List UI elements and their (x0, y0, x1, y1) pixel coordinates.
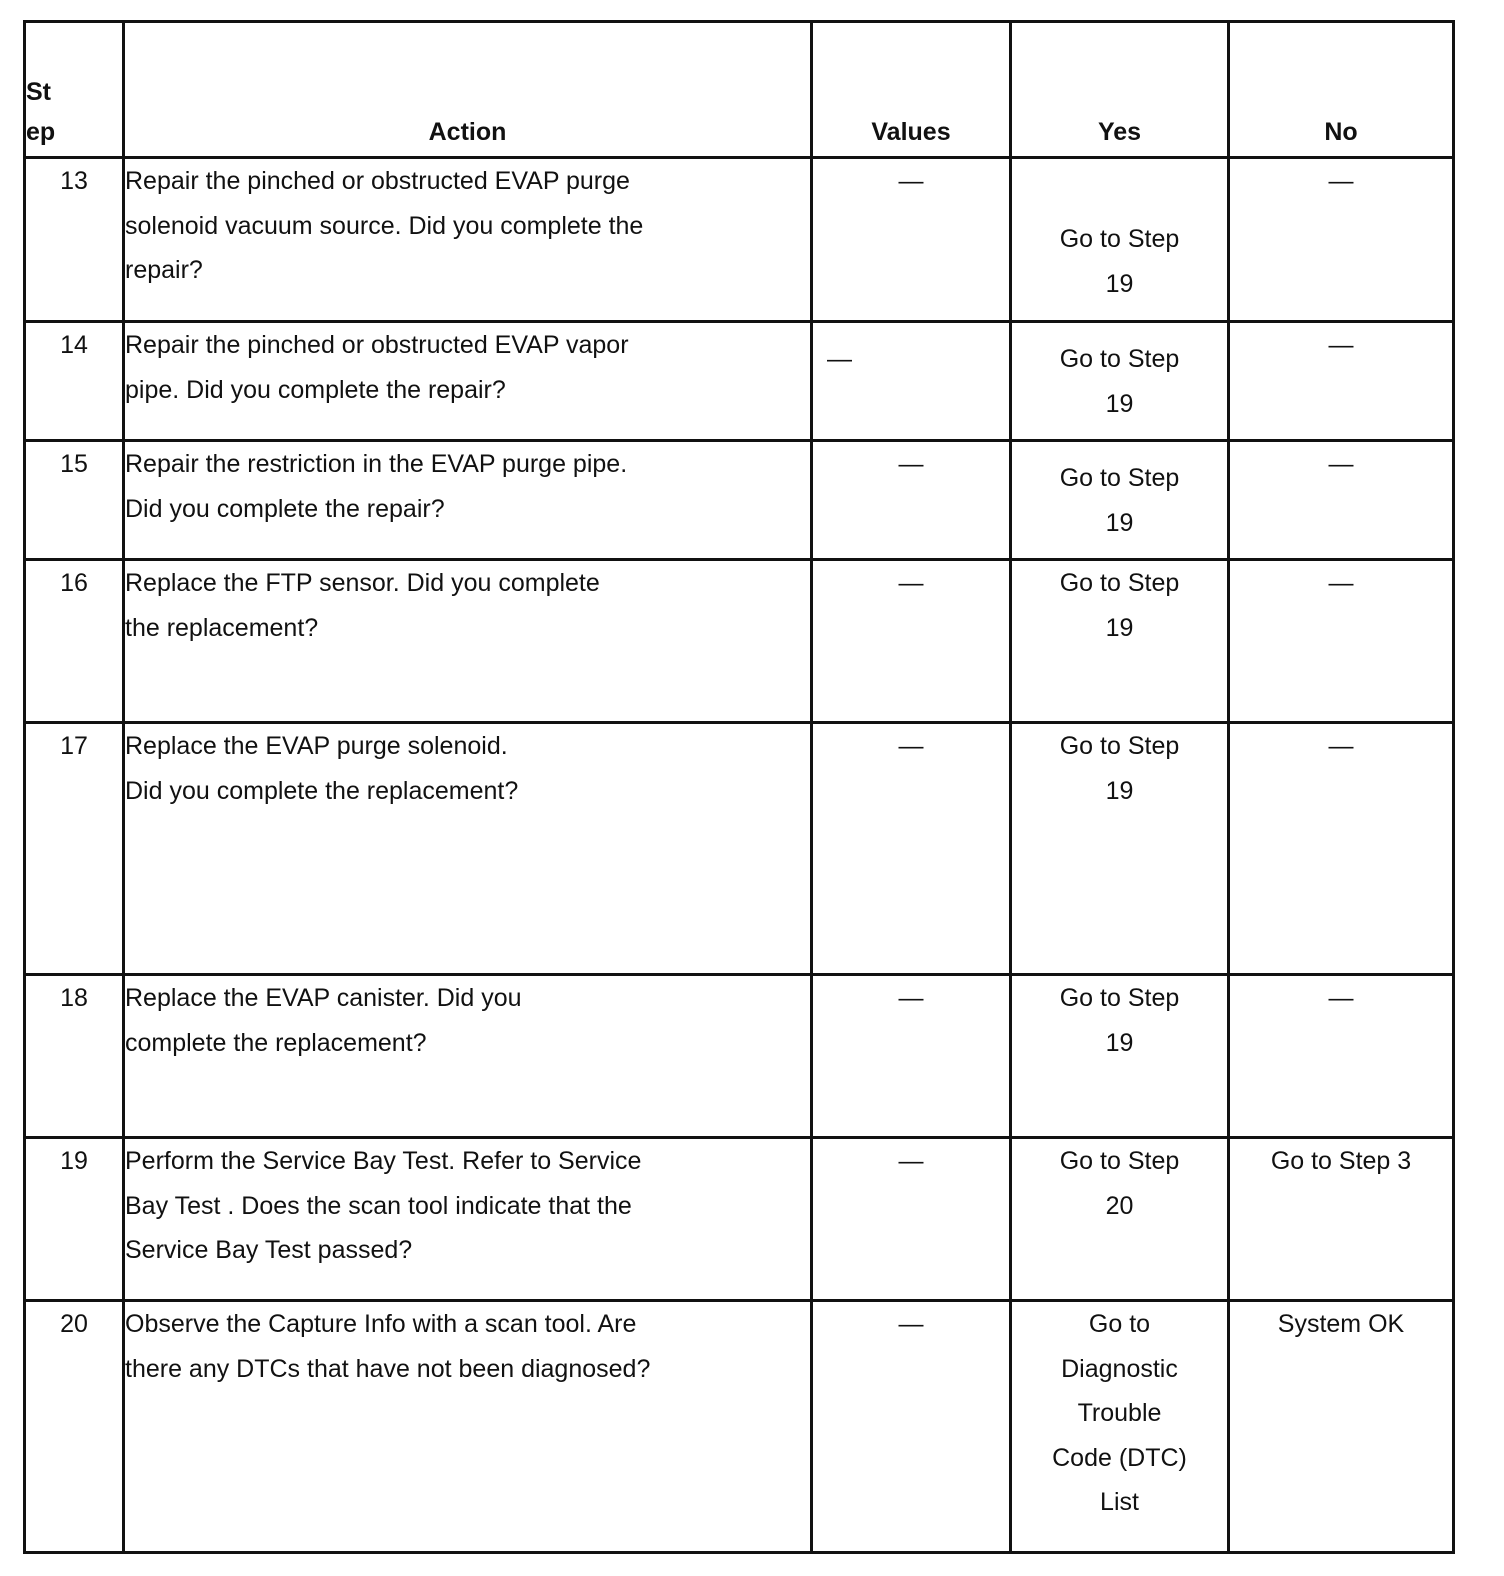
header-step-line2: ep (26, 118, 56, 146)
yes-cell (1011, 1138, 1229, 1301)
yes-cell (1011, 975, 1229, 1138)
step-number: 13 (25, 158, 124, 322)
action-line: repair? (125, 256, 203, 284)
table-row (25, 322, 1454, 441)
yes-cell (1011, 560, 1229, 723)
yes-cell (1011, 158, 1229, 322)
yes-line: 19 (1105, 776, 1134, 805)
action-line: Perform the Service Bay Test. Refer to Service (125, 1147, 642, 1175)
yes-line: 19 (1105, 269, 1134, 298)
yes-cell (1011, 1301, 1229, 1553)
header-values: Values (812, 22, 1011, 158)
yes-line: 19 (1105, 613, 1134, 642)
table-row (25, 1138, 1454, 1301)
yes-line: Trouble (1077, 1399, 1162, 1427)
step-number: 19 (25, 1138, 124, 1301)
no-cell: — (1229, 975, 1454, 1138)
no-cell: — (1229, 560, 1454, 723)
header-action: Action (124, 22, 812, 158)
yes-line: Go to (1088, 1310, 1151, 1338)
action-line: there any DTCs that have not been diagnosed? (125, 1354, 651, 1383)
action-cell (124, 560, 812, 723)
table-row (25, 1301, 1454, 1553)
action-line: solenoid vacuum source. Did you complete the (125, 211, 644, 240)
action-cell (124, 1138, 812, 1301)
yes-line: 19 (1105, 508, 1134, 537)
step-number: 17 (25, 723, 124, 975)
table-row (25, 441, 1454, 560)
action-line: Repair the pinched or obstructed EVAP vapor (125, 331, 629, 359)
action-cell (124, 322, 812, 441)
yes-line: Code (DTC) (1052, 1443, 1187, 1472)
step-number: 20 (25, 1301, 124, 1553)
yes-line: 19 (1105, 389, 1134, 418)
header-row (25, 22, 1454, 158)
values-cell: — (812, 723, 1011, 975)
action-cell (124, 1301, 812, 1553)
yes-line: 20 (1105, 1191, 1134, 1220)
action-line: Replace the EVAP canister. Did you (125, 984, 522, 1012)
action-line: Replace the EVAP purge solenoid. (125, 732, 508, 760)
action-line: Replace the FTP sensor. Did you complete (125, 569, 600, 597)
action-cell (124, 158, 812, 322)
action-line: Repair the pinched or obstructed EVAP purge (125, 167, 630, 195)
action-line: Repair the restriction in the EVAP purge pipe. (125, 450, 628, 478)
action-cell (124, 723, 812, 975)
no-cell: — (1229, 322, 1454, 441)
action-line: the replacement? (125, 613, 319, 642)
action-cell (124, 975, 812, 1138)
yes-line: Go to Step (1059, 345, 1180, 373)
yes-line: 19 (1105, 1028, 1134, 1057)
header-step (25, 22, 124, 158)
action-line: pipe. Did you complete the repair? (125, 375, 506, 404)
yes-cell (1011, 723, 1229, 975)
action-line: Observe the Capture Info with a scan tool. Are (125, 1310, 637, 1338)
no-cell: — (1229, 441, 1454, 560)
yes-line: Go to Step (1059, 464, 1180, 492)
step-number: 16 (25, 560, 124, 723)
no-cell: Go to Step 3 (1229, 1138, 1454, 1301)
header-yes: Yes (1011, 22, 1229, 158)
values-cell: — (812, 560, 1011, 723)
yes-line: Go to Step (1059, 732, 1180, 760)
header-step-line1: St (26, 78, 51, 106)
yes-line: Go to Step (1059, 225, 1180, 253)
values-cell: — (812, 1301, 1011, 1553)
no-cell: — (1229, 158, 1454, 322)
header-no: No (1229, 22, 1454, 158)
yes-cell (1011, 441, 1229, 560)
step-number: 15 (25, 441, 124, 560)
table-row (25, 975, 1454, 1138)
yes-cell (1011, 322, 1229, 441)
action-line: complete the replacement? (125, 1028, 427, 1057)
action-line: Did you complete the replacement? (125, 776, 519, 805)
values-cell: — (812, 975, 1011, 1138)
yes-line: Go to Step (1059, 569, 1180, 597)
yes-line: Diagnostic (1061, 1354, 1178, 1383)
yes-line: List (1100, 1488, 1139, 1516)
no-cell: System OK (1229, 1301, 1454, 1553)
action-line: Bay Test . Does the scan tool indicate that the (125, 1191, 632, 1220)
table-row (25, 723, 1454, 975)
values-cell: — (812, 1138, 1011, 1301)
step-number: 18 (25, 975, 124, 1138)
values-cell: — (812, 441, 1011, 560)
table-row (25, 158, 1454, 322)
yes-line: Go to Step (1059, 1147, 1180, 1175)
action-line: Did you complete the repair? (125, 494, 445, 523)
action-cell (124, 441, 812, 560)
diagnostic-table (23, 20, 1455, 1554)
no-cell: — (1229, 723, 1454, 975)
table-row (25, 560, 1454, 723)
values-cell: — (812, 158, 1011, 322)
action-line: Service Bay Test passed? (125, 1236, 413, 1264)
values-cell: — (812, 322, 1011, 441)
step-number: 14 (25, 322, 124, 441)
yes-line: Go to Step (1059, 984, 1180, 1012)
